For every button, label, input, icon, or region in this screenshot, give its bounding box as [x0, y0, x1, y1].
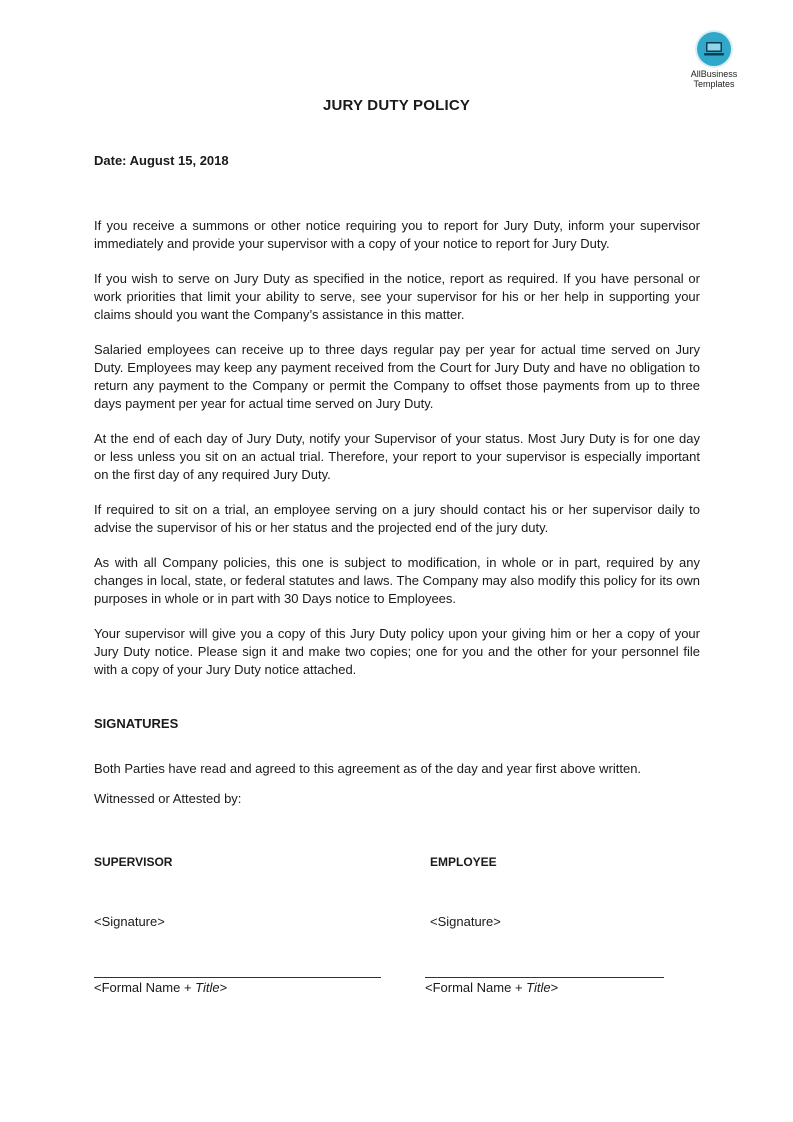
paragraph-5: If required to sit on a trial, an employee serving on a jury should contact his or her supervisor daily to advise the supervisor of his or her status and the projected end of the jury duty. — [94, 502, 700, 535]
document-date: Date: August 15, 2018 — [94, 153, 229, 168]
agreement-statement: Both Parties have read and agreed to this agreement as of the day and year first above written. — [94, 761, 642, 776]
supervisor-name-suffix: > — [219, 980, 228, 995]
employee-signature-placeholder: <Signature> — [430, 914, 501, 929]
employee-formal-name — [425, 980, 558, 995]
supervisor-label: SUPERVISOR — [94, 855, 173, 869]
supervisor-signature-placeholder: <Signature> — [94, 914, 165, 929]
paragraph-4: At the end of each day of Jury Duty, notify your Supervisor of your status. Most Jury Duty is for one day or less unless you sit on an actual trial. Therefore, your report to your supervisor is especially important on the first day of any required Jury Duty. — [94, 431, 700, 482]
employee-name-suffix: > — [550, 980, 559, 995]
employee-name-prefix: <Formal Name + — [425, 980, 527, 995]
paragraph-6: As with all Company policies, this one is subject to modification, in whole or in part, required by any changes in local, state, or federal statutes and laws. The Company may also modify this policy for its own purposes in whole or in part with 30 Days notice to Employees. — [94, 555, 700, 606]
laptop-icon — [697, 32, 731, 66]
supervisor-name-prefix: <Formal Name + — [94, 980, 196, 995]
signatures-heading: SIGNATURES — [94, 716, 179, 731]
paragraph-3: Salaried employees can receive up to three days regular pay per year for actual time served on Jury Duty. Employees may keep any payment received from the Court for Jury Duty and have no obligation to return any payment to the Company or permit the Company to offset those payments from up to three days payment per year for actual time served on Jury Duty. — [94, 342, 700, 411]
supervisor-signature-line — [94, 977, 381, 978]
document-title: JURY DUTY POLICY — [322, 97, 471, 114]
witness-statement: Witnessed or Attested by: — [94, 791, 242, 806]
paragraph-1: If you receive a summons or other notice requiring you to report for Jury Duty, inform your supervisor immediately and provide your supervisor with a copy of your notice to report for Jury Duty. — [94, 218, 700, 251]
employee-name-title: Title — [526, 980, 551, 995]
supervisor-name-title: Title — [195, 980, 220, 995]
allbusiness-logo — [678, 32, 750, 89]
logo-line-2: Templates — [693, 79, 735, 89]
paragraph-7: Your supervisor will give you a copy of this Jury Duty policy upon your giving him or her a copy of your Jury Duty notice. Please sign it and make two copies; one for you and the other for your personnel file with a copy of your Jury Duty notice attached. — [94, 626, 700, 677]
policy-body — [94, 217, 700, 696]
supervisor-formal-name — [94, 980, 227, 995]
logo-line-1: AllBusiness — [690, 69, 738, 79]
paragraph-2: If you wish to serve on Jury Duty as specified in the notice, report as required. If you have personal or work priorities that limit your ability to serve, see your supervisor for his or her help in supporting your claims should you want the Company’s assistance in this matter. — [94, 271, 700, 322]
employee-signature-line — [425, 977, 664, 978]
employee-label: EMPLOYEE — [430, 855, 497, 869]
